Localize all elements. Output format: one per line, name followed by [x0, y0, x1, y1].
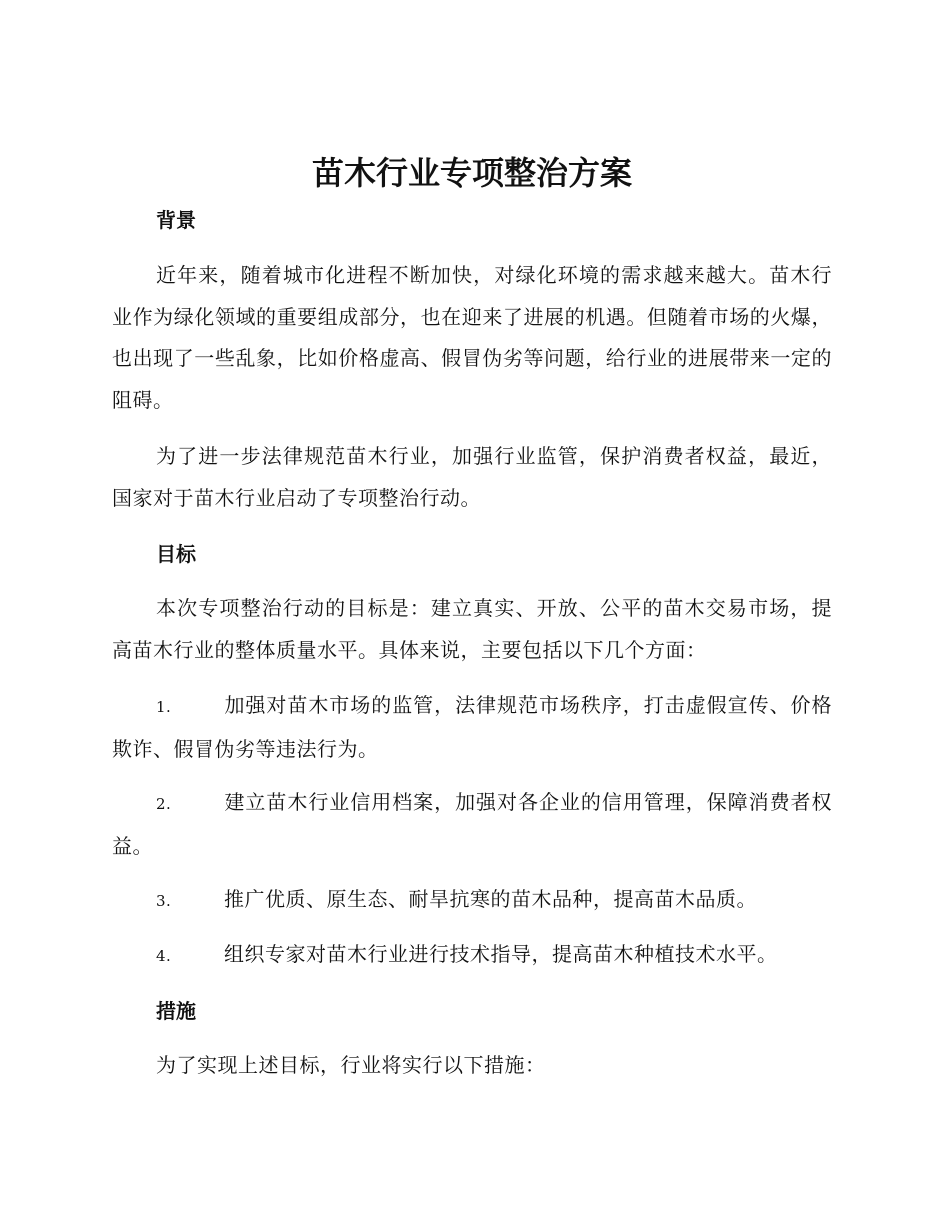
list-item: [112, 685, 832, 770]
list-item-text: 建立苗木行业信用档案，加强对各企业的信用管理，保障消费者权益。: [112, 790, 832, 858]
list-item-text: 推广优质、原生态、耐旱抗寒的苗木品种，提高苗木品质。: [224, 887, 757, 911]
list-item: [112, 782, 832, 867]
list-item-text: 加强对苗木市场的监管，法律规范市场秩序，打击虚假宣传、价格欺诈、假冒伪劣等违法行为。: [112, 693, 832, 761]
section-heading-measures: 措施: [156, 999, 196, 1023]
document-title: 苗木行业专项整治方案: [311, 154, 632, 192]
paragraph-background-2: 为了进一步法律规范苗木行业，加强行业监管，保护消费者权益，最近，国家对于苗木行业启动了专项整治行动。: [112, 444, 832, 510]
list-item: [112, 879, 832, 923]
list-item-number: 3.: [156, 892, 172, 910]
list-item-number: 1.: [156, 698, 172, 716]
section-heading-goals: 目标: [156, 542, 196, 566]
list-item-number: 4.: [156, 947, 172, 965]
paragraph-background-1: 近年来，随着城市化进程不断加快，对绿化环境的需求越来越大。苗木行业作为绿化领域的重要组成部分，也在迎来了进展的机遇。但随着市场的火爆，也出现了一些乱象，比如价格虚高、假冒伪劣等问题，给行业的进展带来一定的阻碍。: [112, 263, 832, 412]
section-heading-background: 背景: [156, 208, 196, 232]
paragraph-goals-intro: 本次专项整治行动的目标是：建立真实、开放、公平的苗木交易市场，提高苗木行业的整体质量水平。具体来说，主要包括以下几个方面：: [112, 596, 832, 662]
list-item-number: 2.: [156, 795, 172, 813]
list-item-text: 组织专家对苗木行业进行技术指导，提高苗木种植技术水平。: [224, 942, 778, 966]
list-item: [112, 934, 832, 978]
paragraph-measures-intro: 为了实现上述目标，行业将实行以下措施：: [156, 1053, 546, 1077]
